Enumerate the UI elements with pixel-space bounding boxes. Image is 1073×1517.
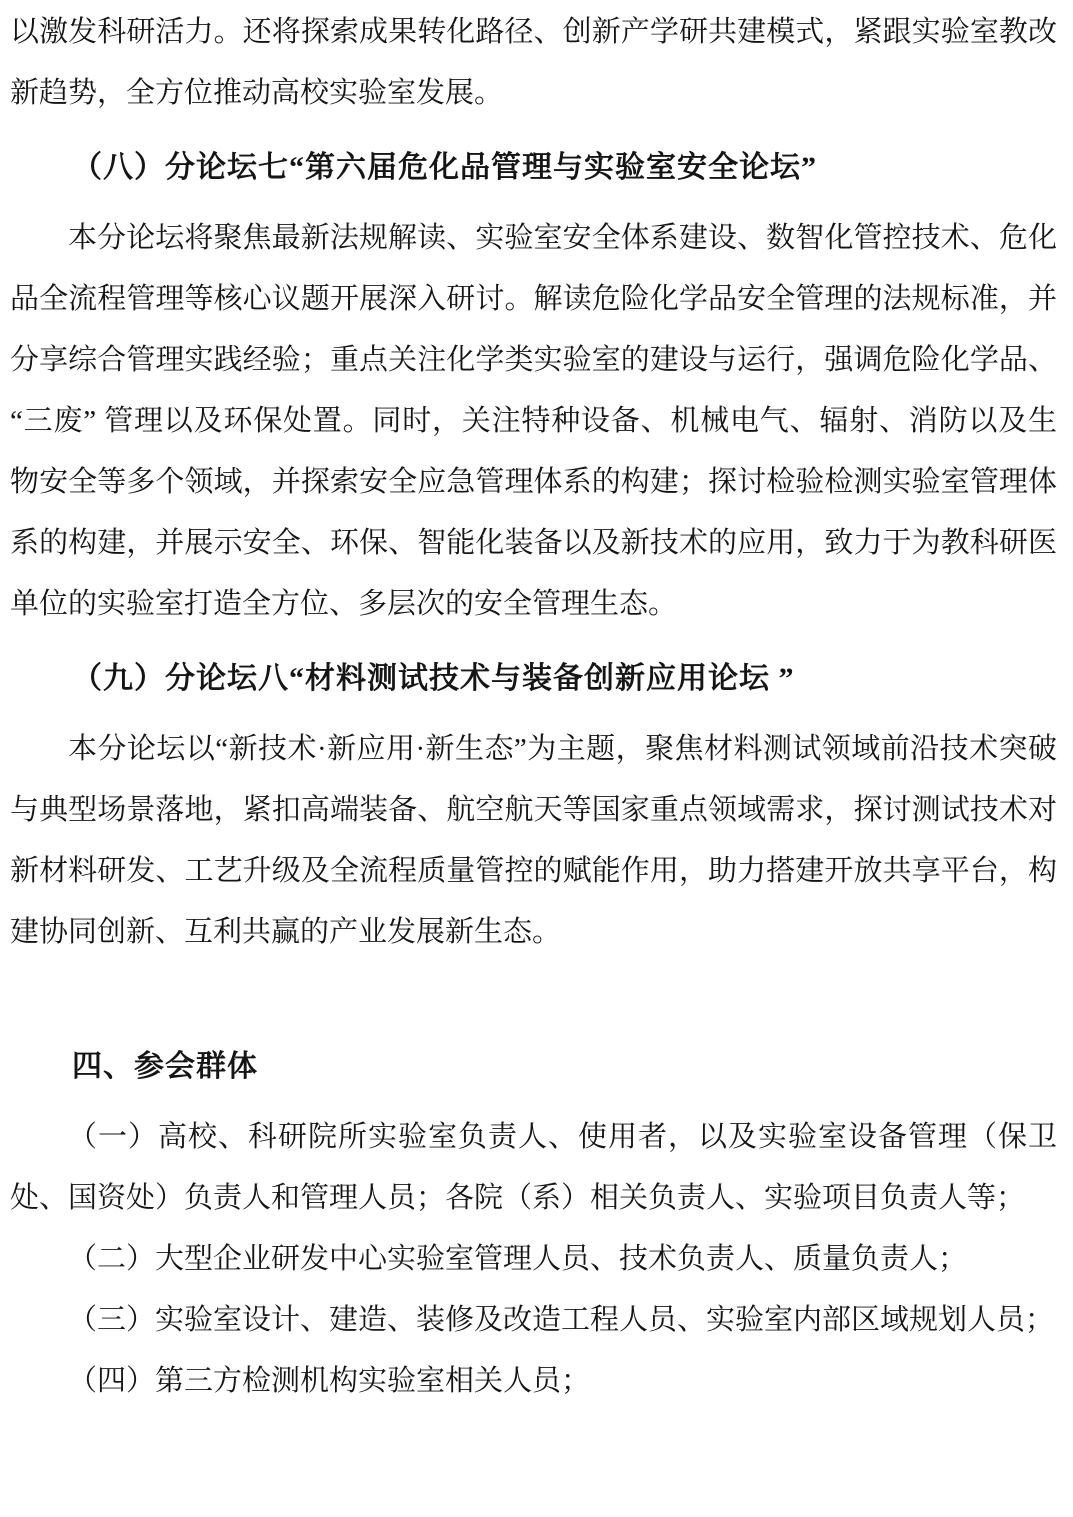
blank-gap [10, 963, 1057, 1023]
paragraph-participant-group-3: （三）实验室设计、建造、装修及改造工程人员、实验室内部区域规划人员； [68, 1304, 1055, 1336]
heading-subforum-8-material-testing: （九）分论坛八“材料测试技术与装备创新应用论坛 ” [72, 662, 795, 695]
paragraph-continuation-research-vitality: 以激发科研活力。还将探索成果转化路径、创新产学研共建模式，紧跟实验室教改新趋势，全方位推动高校实验室发展。 [10, 16, 1057, 109]
paragraph-subforum-8-description: 本分论坛以“新技术·新应用·新生态”为主题，聚焦材料测试领域前沿技术突破与典型场景落地，紧扣高端装备、航空航天等国家重点领域需求，探讨测试技术对新材料研发、工艺升级及全流程质量管控的赋能作用，助力搭建开放共享平台，构建协同创新、互利共赢的产业发展新生态。 [10, 733, 1057, 948]
heading-section-4-participant-groups: 四、参会群体 [72, 1050, 258, 1083]
paragraph-participant-group-1: （一）高校、科研院所实验室负责人、使用者，以及实验室设备管理（保卫处、国资处）负责人和管理人员；各院（系）相关负责人、实验项目负责人等； [10, 1121, 1057, 1214]
heading-subforum-7-hazardous-chemicals-lab-safety: （八）分论坛七“第六届危化品管理与实验室安全论坛” [72, 151, 817, 184]
paragraph-participant-group-2: （二）大型企业研发中心实验室管理人员、技术负责人、质量负责人； [68, 1243, 968, 1275]
paragraph-subforum-7-description: 本分论坛将聚焦最新法规解读、实验室安全体系建设、数智化管控技术、危化品全流程管理等核心议题开展深入研讨。解读危险化学品安全管理的法规标准，并分享综合管理实践经验；重点关注化学类实验室的建设与运行，强调危险化学品、“三废” 管理以及环保处置。同时，关注特种设备、机械电气、辐射、消防以及生物安全等多个领域，并探索安全应急管理体系的构建；探讨检验检测实验室管理体系的构建，并展示安全、环保、智能化装备以及新技术的应用，致力于为教科研医单位的实验室打造全方位、多层次的安全管理生态。 [10, 222, 1057, 620]
paragraph-participant-group-4: （四）第三方检测机构实验室相关人员； [68, 1365, 591, 1397]
